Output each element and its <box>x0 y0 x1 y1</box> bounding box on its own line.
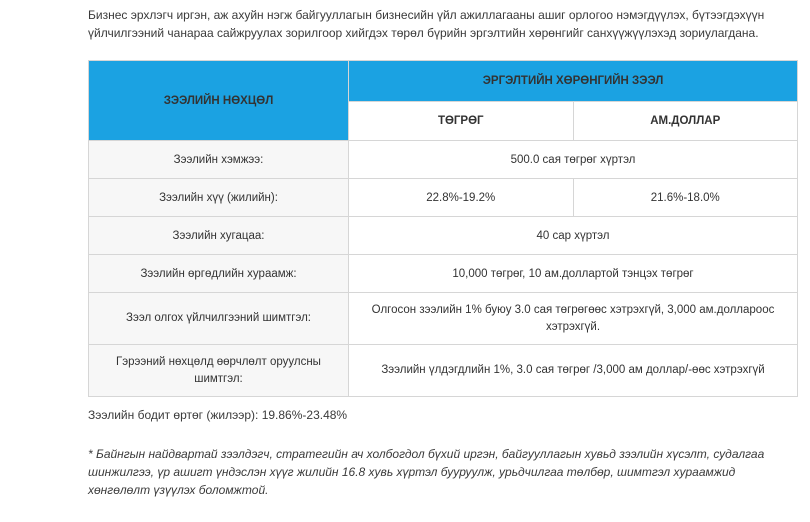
row-value: 10,000 төгрөг, 10 ам.доллартой тэнцэх төгрөг <box>349 255 798 293</box>
row-value: 500.0 сая төгрөг хүртэл <box>349 141 798 179</box>
row-label: Зээл олгох үйлчилгээний шимтгэл: <box>89 293 349 345</box>
table-row <box>89 141 798 179</box>
condition-header: ЗЭЭЛИЙН НӨХЦӨЛ <box>89 61 349 141</box>
row-label: Зээлийн хугацаа: <box>89 217 349 255</box>
table-row <box>89 179 798 217</box>
table-row <box>89 345 798 397</box>
actual-cost-text: Зээлийн бодит өртөг (жилээр): 19.86%-23.48% <box>88 408 348 422</box>
row-label: Зээлийн хүү (жилийн): <box>89 179 349 217</box>
row-label: Гэрээний нөхцөлд өөрчлөлт оруулсны шимтгэл: <box>89 345 349 397</box>
table-row <box>89 217 798 255</box>
row-value: 40 сар хүртэл <box>349 217 798 255</box>
row-label: Зээлийн хэмжээ: <box>89 141 349 179</box>
row-label: Зээлийн өргөдлийн хураамж: <box>89 255 349 293</box>
row-value-mnt: 22.8%-19.2% <box>349 179 574 217</box>
footnote: * Байнгын найдвартай зээлдэгч, стратегийн ач холбогдол бүхий иргэн, байгууллагын хувьд зээлийн хүсэлт, судалгаа шинжилгээ, үр ашигт үндэслэн хүүг жилийн 16.8 хувь хүртэл бууруулж, урьдчилгаа төлбөр, шимтгэл хураамжид хөнгөлөлт үзүүлэх боломжтой. <box>88 447 765 497</box>
table-row <box>89 255 798 293</box>
row-value: Олгосон зээлийн 1% буюу 3.0 сая төгрөгөөс хэтрэхгүй, 3,000 ам.доллароос хэтрэхгүй. <box>349 293 798 345</box>
working-capital-loan-header: ЭРГЭЛТИЙН ХӨРӨНГИЙН ЗЭЭЛ <box>349 61 798 102</box>
row-value-usd: 21.6%-18.0% <box>573 179 798 217</box>
row-value: Зээлийн үлдэгдлийн 1%, 3.0 сая төгрөг /3,000 ам доллар/-өөс хэтрэхгүй <box>349 345 798 397</box>
usd-column-header: АМ.ДОЛЛАР <box>573 101 798 141</box>
mnt-column-header: ТӨГРӨГ <box>349 101 574 141</box>
table-row <box>89 293 798 345</box>
loan-conditions-table <box>88 60 798 397</box>
intro-paragraph: Бизнес эрхлэгч иргэн, аж ахуйн нэгж байгууллагын бизнесийн үйл ажиллагааны ашиг орлогоо нэмэгдүүлэх, бүтээгдэхүүн үйлчилгээний чанараа сайжруулах зорилгоор хийгдэх төрөл бүрийн эргэлтийн хөрөнгийг санхүүжүүлэхэд зориулагдана. <box>88 8 765 40</box>
